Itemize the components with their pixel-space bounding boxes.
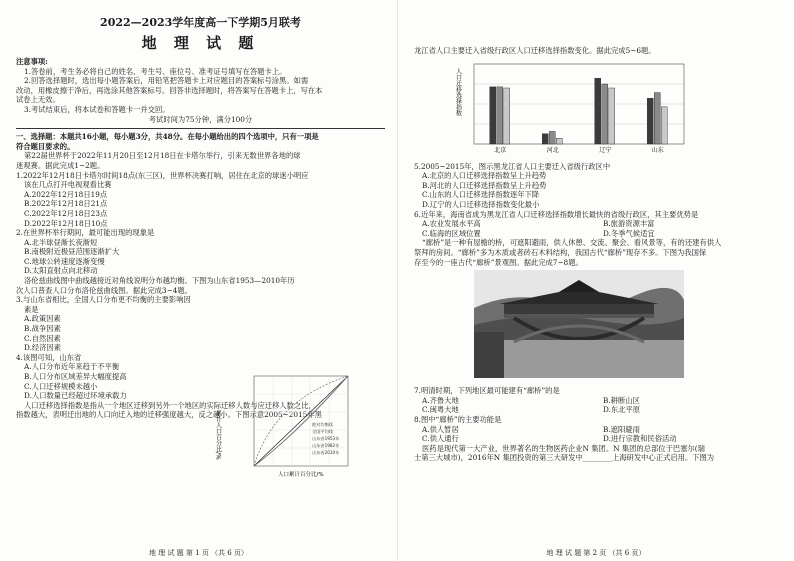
bar bbox=[490, 86, 496, 143]
option: B.2022年12月18日21点 bbox=[24, 199, 108, 209]
option: B.旅游资源丰富 bbox=[603, 219, 655, 229]
option: B.南极附近极昼范围逐渐扩大 bbox=[24, 247, 120, 257]
question-3-cont: 素是 bbox=[24, 304, 39, 314]
notice-heading: 注意事项: bbox=[16, 57, 48, 66]
option: B.人口分布区域差异大幅度提高 bbox=[24, 372, 127, 381]
intro-text: 祭拜的房间。“廊桥”多为木质或者砖石木料结构，我国古代“廊桥”现存不多。下图为我国保 bbox=[414, 247, 707, 257]
migration-index-chart bbox=[414, 58, 784, 158]
bar bbox=[542, 133, 548, 143]
option: A.2022年12月18日19点 bbox=[24, 189, 108, 199]
intro-text: 士第三大城市)，2016年N 集团投资的第三大研发中________上海研发中心正式启用。下图为 bbox=[414, 453, 715, 463]
x-tick-label: 山东 bbox=[651, 146, 664, 154]
option: D.人口数量已经超过环境承载力 bbox=[24, 391, 127, 401]
question-2: 2.在世界杯举行期间，最可能出现的现象是 bbox=[16, 228, 155, 238]
option-row bbox=[414, 396, 784, 406]
question-7: 7.明清时期，下列地区最可能建有“廊桥”的是 bbox=[414, 386, 560, 396]
intro-text: 存至今的一座古代“廊桥”景观图。据此完成7~8题。 bbox=[414, 257, 583, 267]
legend-item: 绝对均衡线 bbox=[312, 422, 333, 427]
option: D.2022年12月18日10点 bbox=[24, 218, 108, 228]
bar-chart-svg bbox=[414, 58, 704, 158]
notice-line: 改动，用橡皮擦干净后，再选涂其他答案标号。回答非选择题时，将答案写在答题卡上，写在本 bbox=[16, 85, 323, 95]
option: A.供人暂居 bbox=[422, 424, 459, 434]
notice-line: 3.考试结束后，将本试卷和答题卡一并交回。 bbox=[24, 104, 170, 114]
notice-line: 1.答卷前，考生务必将自己的姓名、考生号、座位号、准考证号填写在答题卡上。 bbox=[24, 66, 287, 76]
option-row bbox=[414, 229, 784, 239]
option-row bbox=[414, 434, 784, 444]
option-row bbox=[414, 405, 784, 415]
option: C.地球公转速度逐渐变慢 bbox=[24, 256, 105, 266]
bar bbox=[654, 92, 660, 143]
question-1-cont: 该在几点打开电视观看比赛 bbox=[24, 180, 112, 190]
option: A.农业发展水平高 bbox=[422, 219, 481, 229]
page-footer: 地 理 试 题 第 1 页 （共 6 页） bbox=[149, 549, 248, 557]
question-1: 1.2022年12月18日卡塔尔时间18点(东三区)，世界杯决赛打响，居住在北京的球迷小明应 bbox=[16, 170, 309, 180]
lorenz-curve-figure bbox=[214, 370, 354, 482]
notice-line: 2.回答选择题时，选出每小题答案后，用铅笔把答题卡上对应题目的答案标号涂黑。如需 bbox=[24, 76, 309, 86]
page-footer: 地 理 试 题 第 2 页 （共 6 页） bbox=[546, 549, 646, 557]
option: A.政策因素 bbox=[24, 314, 61, 324]
intro-text: 人口迁移选择指数是指从一个地区迁移到另外一个地区的实际迁移人数与应迁移人数之比， bbox=[24, 400, 316, 410]
intro-text: 医药是现代第一大产业，世界著名的生物医药企业N 集团。N 集团的总部位于巴塞尔(瑞 bbox=[422, 443, 705, 453]
question-3: 3.与山东省相比，全国人口分布更不均衡的主要影响因 bbox=[16, 295, 191, 305]
option: A.北京的人口迁移选择指数呈上升趋势 bbox=[422, 171, 547, 181]
legend-item: 山东省2010年 bbox=[312, 450, 340, 455]
section-heading: 一、选择题：本题共16小题，每小题3分，共48分。在每小题给出的四个选项中，只有一项是 bbox=[16, 132, 319, 142]
figure-y-label: 累计人口百分比/% bbox=[214, 410, 222, 460]
bar bbox=[661, 106, 667, 143]
option: C.山东的人口迁移选择指数逐年下降 bbox=[422, 190, 540, 200]
intro-text: 迷观赛。据此完成1~2题。 bbox=[16, 160, 105, 170]
legend-item: 全国平均线 bbox=[312, 429, 333, 434]
option: C.2022年12月18日23点 bbox=[24, 208, 108, 218]
option: B.耕断山区 bbox=[603, 395, 640, 405]
x-tick-label: 河北 bbox=[546, 146, 559, 154]
option: C.人口迁移规模未越小 bbox=[24, 381, 98, 391]
bar bbox=[647, 98, 653, 144]
option: C.临海的区域位置 bbox=[422, 228, 481, 238]
divider bbox=[16, 128, 385, 129]
option: D.太阳直射点向北移动 bbox=[24, 266, 98, 276]
question-6: 6.近年来，海南省成为黑龙江省人口迁移选择指数增长最快的省级行政区，其主要优势是 bbox=[414, 209, 699, 219]
bar bbox=[556, 138, 562, 144]
y-axis-label: 人口迁移选择指数 bbox=[454, 67, 462, 116]
legend-item: 山东省1953年 bbox=[312, 436, 340, 441]
bar bbox=[504, 88, 510, 144]
covered-bridge-photo bbox=[474, 270, 684, 378]
option: A.北半球昼渐长夜渐短 bbox=[24, 237, 98, 247]
option: D.东北平原 bbox=[603, 405, 641, 415]
bar bbox=[602, 84, 608, 144]
intro-text: 第22届世界杯于2022年11月20日至12月18日在卡塔尔举行，引来无数世界各地的球 bbox=[24, 151, 301, 161]
figure-x-label: 人口累计百分比/% bbox=[278, 472, 324, 478]
section-heading-cont: 符合题目要求的。 bbox=[16, 141, 75, 151]
bar bbox=[609, 88, 615, 144]
option: D.进行宗教和民俗活动 bbox=[603, 434, 677, 444]
intro-text: 洛伦兹曲线图中曲线越接近对角线说明分布越均衡。下图为山东省1953—2010年历 bbox=[24, 276, 295, 286]
question-8: 8.图中“廊桥”的主要功能是 bbox=[414, 414, 502, 424]
option: B.河北的人口迁移选择指数呈上升趋势 bbox=[422, 180, 547, 190]
option: C.自然因素 bbox=[24, 333, 61, 343]
option: A.人口分布近年来趋于不平衡 bbox=[24, 362, 120, 372]
exam-time: 考试时间为75分钟，满分100分 bbox=[148, 114, 253, 124]
bar bbox=[595, 78, 601, 144]
option: B.战争因素 bbox=[24, 324, 61, 334]
exam-page-2 bbox=[397, 0, 794, 561]
bar bbox=[549, 131, 555, 144]
question-5: 5.2005~2015年，图示黑龙江省人口主要迁入省级行政区中 bbox=[414, 161, 611, 171]
x-tick-label: 北京 bbox=[494, 146, 507, 154]
intro-text: 龙江省人口主要迁入省级行政区人口迁移选择指数变化。据此完成5~6题。 bbox=[414, 46, 656, 55]
option: D.经济因素 bbox=[24, 343, 62, 353]
exam-title: 2022—2023学年度高一下学期5月联考 bbox=[100, 16, 301, 29]
option-row bbox=[414, 219, 784, 229]
option: A.齐鲁大地 bbox=[422, 395, 459, 405]
subject-title: 地 理 试 题 bbox=[141, 34, 260, 52]
x-tick-label: 辽宁 bbox=[599, 146, 612, 154]
bar bbox=[497, 86, 503, 143]
option: B.遮阳避雨 bbox=[603, 424, 640, 434]
option: D.辽宁的人口迁移选择指数变化最小 bbox=[422, 199, 540, 209]
notice-line: 试卷上无效。 bbox=[16, 95, 60, 105]
intro-text: 次人口普查人口分布洛伦兹曲线图。据此完成3~4题。 bbox=[16, 285, 192, 295]
question-4: 4.该图可知，山东省 bbox=[16, 352, 82, 362]
option: C.闽粤大地 bbox=[422, 405, 459, 415]
option: C.供人通行 bbox=[422, 434, 459, 444]
legend-item: 山东省1982年 bbox=[312, 443, 340, 448]
option-row bbox=[414, 425, 784, 435]
intro-text: “廊桥”是一种有屋檐的桥，可遮阳避雨，供人休憩、交流、聚会、看风景等，有的还建有供人 bbox=[422, 238, 722, 248]
option: D.冬季气候适宜 bbox=[603, 228, 655, 238]
intro-text: 指数越大，表明迁出地的人口向迁入地的迁移强度越大，反之越小。下图示意2005~2015年黑 bbox=[16, 410, 322, 420]
